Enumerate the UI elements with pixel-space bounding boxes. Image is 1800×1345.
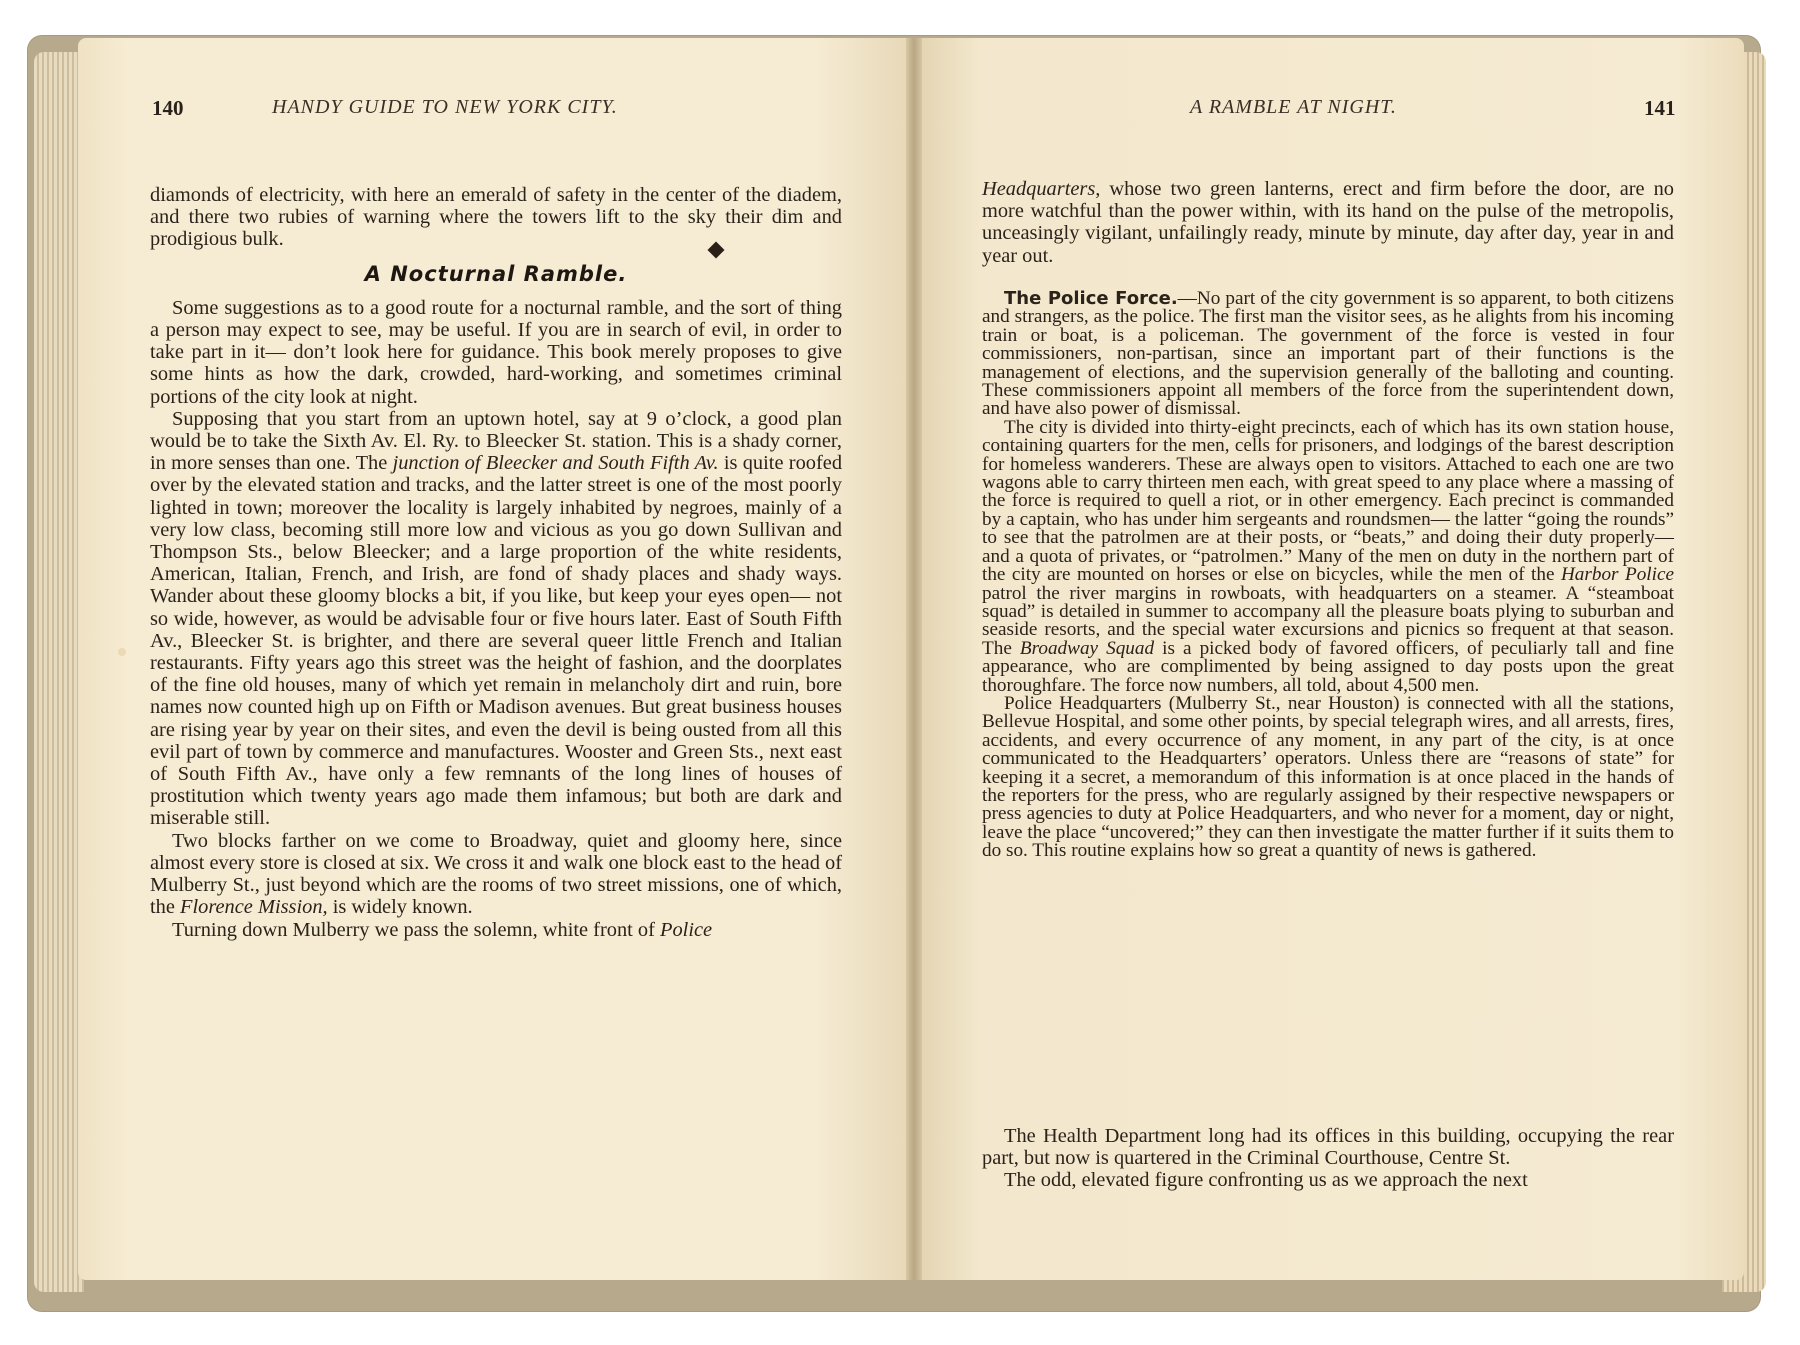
- left-page-number: 140: [152, 96, 184, 120]
- left-paragraph-3: Two blocks farther on we come to Broadway, quiet and gloomy here, since almost every store is closed at six. We cross it and walk one block east to the head of Mulberry St., just beyond which are the rooms of two street missions, one of which, the Florence Mission, is widely known.: [150, 829, 842, 919]
- police-force-section: [982, 290, 1674, 861]
- left-paragraph-4: Turning down Mulberry we pass the solemn, white front of Police: [172, 918, 713, 941]
- italic-phrase: Broadway Squad: [1019, 637, 1155, 659]
- left-paragraph-1: Some suggestions as to a good route for a nocturnal ramble, and the sort of thing a person may expect to see, may be useful. If you are in search of evil, in order to take part in it— don’t look here for guidance. This book merely proposes to give some hints as how the dark, crowded, hard-working, and sometimes criminal portions of the city look at night.: [150, 296, 842, 408]
- italic-phrase: Florence Mission,: [180, 896, 328, 919]
- health-paragraph: The Health Department long had its offices in this building, occupying the rear part, but now is quartered in the Criminal Courthouse, Centre St.: [982, 1125, 1674, 1170]
- left-page-body: [150, 184, 842, 941]
- right-page-body-bottom: [982, 1125, 1674, 1192]
- foxing-spot: [118, 648, 126, 656]
- section-heading: A Nocturnal Ramble.: [364, 261, 628, 286]
- right-running-head: A RAMBLE AT NIGHT.: [1190, 96, 1397, 118]
- police-paragraph-2: The city is divided into thirty-eight precincts, each of which has its own station house, containing quarters for the men, cells for prisoners, and lodgings of the barest description for homeless wanderers. These are always open to visitors. Attached to each one are two wagons able to carry thirteen men each, with great speed to any place where a massing of the force is required to quell a riot, or in other emergency. Each precinct is commanded by a captain, who has under him sergeants and roundsmen— the latter “going the rounds” to see that the patrolmen are at their posts, or “beats,” and doing their duty properly— and a quota of privates, or “patrolmen.” Many of the men on duty in the northern part of the city are mounted on horses or else on bicycles, while the men of the Harbor Police patrol the river margins in rowboats, with headquarters on a steamer. A “steamboat squad” is detailed in summer to accompany all the pleasure boats plying to suburban and seaside resorts, and the special water excursions and picnics so frequent at that season. The Broadway Squad is a picked body of favored officers, of peculiarly tall and fine appearance, who are complimented by being assigned to day posts upon the great thoroughfare. The force now numbers, all told, about 4,500 men.: [982, 416, 1674, 696]
- left-running-head: HANDY GUIDE TO NEW YORK CITY.: [272, 96, 618, 118]
- police-paragraph-3: Police Headquarters (Mulberry St., near Houston) is connected with all the stations, Bellevue Hospital, and some other points, by special telegraph wires, and all arrests, fires, accidents, and every occurrence of any moment, in any part of the city, is at once communicated to the Headquarters’ operators. Unless there are “reasons of state” for keeping it a secret, a memorandum of this information is at once placed in the hands of the reporters for the press, who are regularly assigned by their respective newspapers or press agencies to duty at Police Headquarters, and who never for a moment, day or night, leave the place “uncovered;” they can then investigate the matter further if it suits them to do so. This routine explains how so great a quantity of news is gathered.: [982, 692, 1674, 862]
- italic-phrase: Headquarters,: [982, 178, 1101, 200]
- last-paragraph: The odd, elevated figure confronting us as we approach the next: [1004, 1169, 1528, 1192]
- police-force-rubric: The Police Force.: [1004, 288, 1178, 309]
- police-paragraph-1: The Police Force.—No part of the city government is so apparent, to both citizens and strangers, as the police. The first man the visitor sees, as he alights from his incoming train or boat, is a policeman. The government of the force is vested in four commissioners, non-partisan, since an important part of their functions is the management of elections, and the supervision generally of the balloting and counting. These commissioners appoint all members of the force from the superintendent down, and have also power of dismissal.: [982, 288, 1674, 420]
- italic-phrase: junction of Bleecker and South Fifth Av.: [392, 452, 719, 475]
- left-paragraph-2: Supposing that you start from an uptown hotel, say at 9 o’clock, a good plan would be to take the Sixth Av. El. Ry. to Bleecker St. station. This is a shady corner, in more senses than one. The junction of Bleecker and South Fifth Av. is quite roofed over by the elevated station and tracks, and the latter street is one of the most poorly lighted in town; moreover the locality is largely inhabited by negroes, mainly of a very low class, becoming still more low and vicious as you go down Sullivan and Thompson Sts., below Bleecker; and a large proportion of the white residents, American, Italian, French, and Irish, are fond of shady places and shady ways. Wander about these gloomy blocks a bit, if you like, but keep your eyes open— not so wide, however, as would be advisable four or five hours later. East of South Fifth Av., Bleecker St. is brighter, and there are several queer little French and Italian restaurants. Fifty years ago this street was the height of fashion, and the doorplates of the fine old houses, many of which yet remain in melancholy dirt and ruin, bore names now counted high up on Fifth or Madison avenues. But great business houses are rising year by year on their sites, and even the devil is being ousted from all this evil part of town by commerce and manufactures. Wooster and Green Sts., next east of South Fifth Av., have only a few remnants of the long lines of houses of prostitution which twenty years ago made them infamous; but both are dark and miserable still.: [150, 407, 843, 830]
- right-intro-paragraph: Headquarters, whose two green lanterns, erect and firm before the door, are no more watchful than the power within, with its hand on the pulse of the metropolis, unceasingly vigilant, unfailingly ready, minute by minute, day after day, year in and year out.: [982, 178, 1674, 267]
- book-gutter: [906, 38, 922, 1280]
- right-page-number: 141: [1644, 96, 1676, 120]
- italic-phrase: Police: [660, 918, 713, 941]
- page-edges-left: [34, 52, 84, 1292]
- right-page-body-top: [982, 178, 1674, 267]
- italic-phrase: Harbor Police: [1560, 564, 1674, 586]
- left-intro-paragraph: diamonds of electricity, with here an emerald of safety in the center of the diadem, and there two rubies of warning where the towers lift to the sky their dim and prodigious bulk.: [150, 184, 842, 251]
